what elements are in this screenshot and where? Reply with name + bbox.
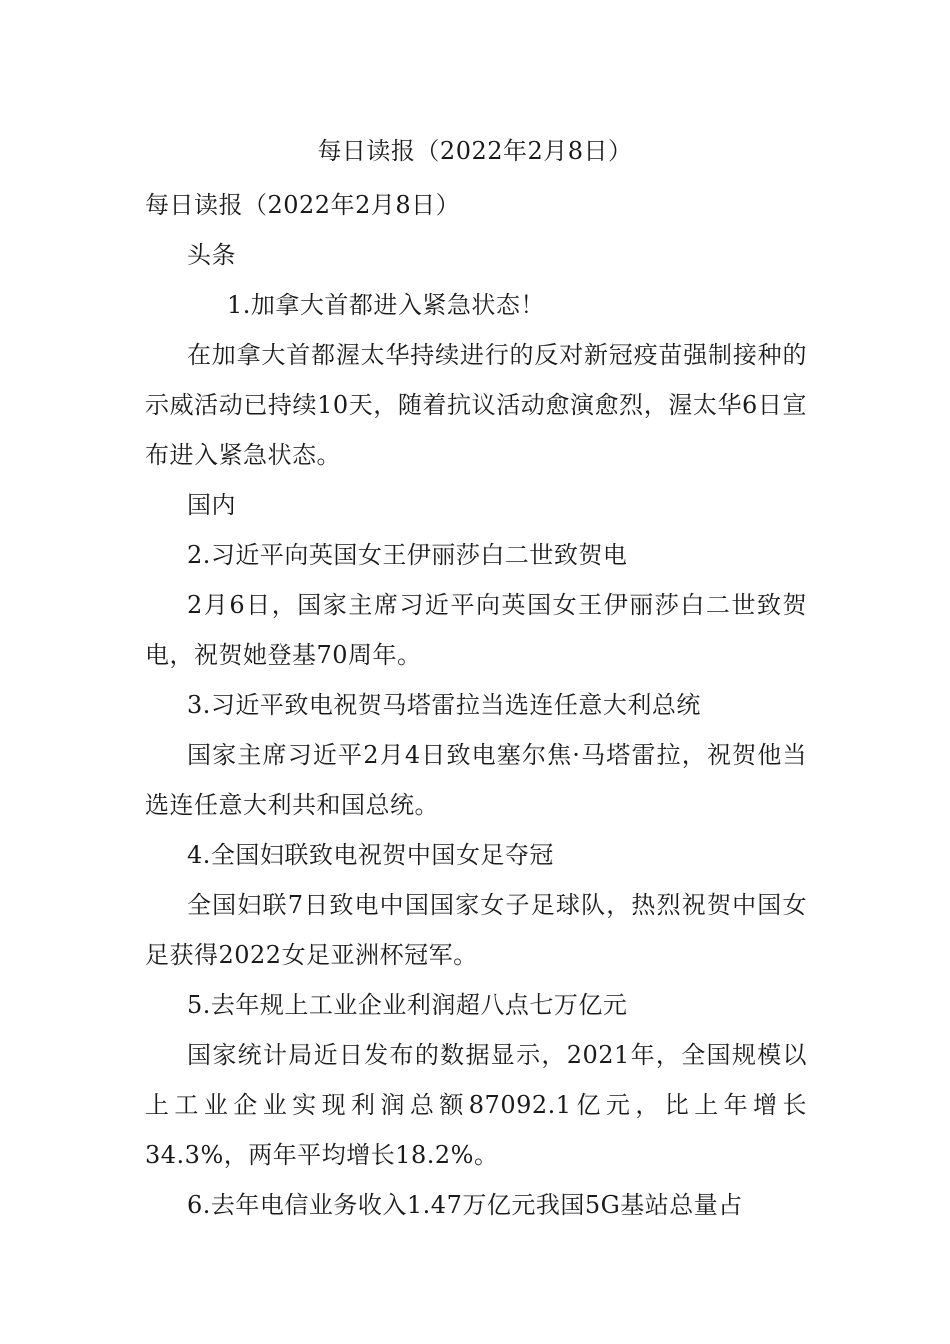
document-body [145, 180, 807, 1230]
item-headline-3: 3.习近平致电祝贺马塔雷拉当选连任意大利总统 [187, 691, 701, 719]
item-body-2: 2月6日，国家主席习近平向英国女王伊丽莎白二世致贺电，祝贺她登基70周年。 [145, 591, 807, 669]
item-body-1: 在加拿大首都渥太华持续进行的反对新冠疫苗强制接种的示威活动已持续10天，随着抗议活动愈演愈烈，渥太华6日宣布进入紧急状态。 [145, 341, 807, 469]
item-headline-5: 5.去年规上工业企业利润超八点七万亿元 [187, 991, 628, 1019]
item-headline-1: 1.加拿大首都进入紧急状态！ [227, 291, 545, 319]
document-subtitle: 每日读报（2022年2月8日） [145, 191, 461, 219]
item-body-5: 国家统计局近日发布的数据显示，2021年，全国规模以上工业企业实现利润总额87092.1亿元，比上年增长34.3%，两年平均增长18.2%。 [145, 1041, 807, 1169]
item-headline-2: 2.习近平向英国女王伊丽莎白二世致贺电 [187, 541, 628, 569]
item-headline-6: 6.去年电信业务收入1.47万亿元我国5G基站总量占 [187, 1191, 743, 1219]
item-headline-4: 4.全国妇联致电祝贺中国女足夺冠 [187, 841, 554, 869]
section-label-domestic: 国内 [187, 491, 236, 519]
section-label-top: 头条 [187, 241, 236, 269]
item-body-3: 国家主席习近平2月4日致电塞尔焦·马塔雷拉，祝贺他当选连任意大利共和国总统。 [145, 741, 807, 819]
item-body-4: 全国妇联7日致电中国国家女子足球队，热烈祝贺中国女足获得2022女足亚洲杯冠军。 [145, 891, 807, 969]
document-title: 每日读报（2022年2月8日） [317, 137, 633, 165]
